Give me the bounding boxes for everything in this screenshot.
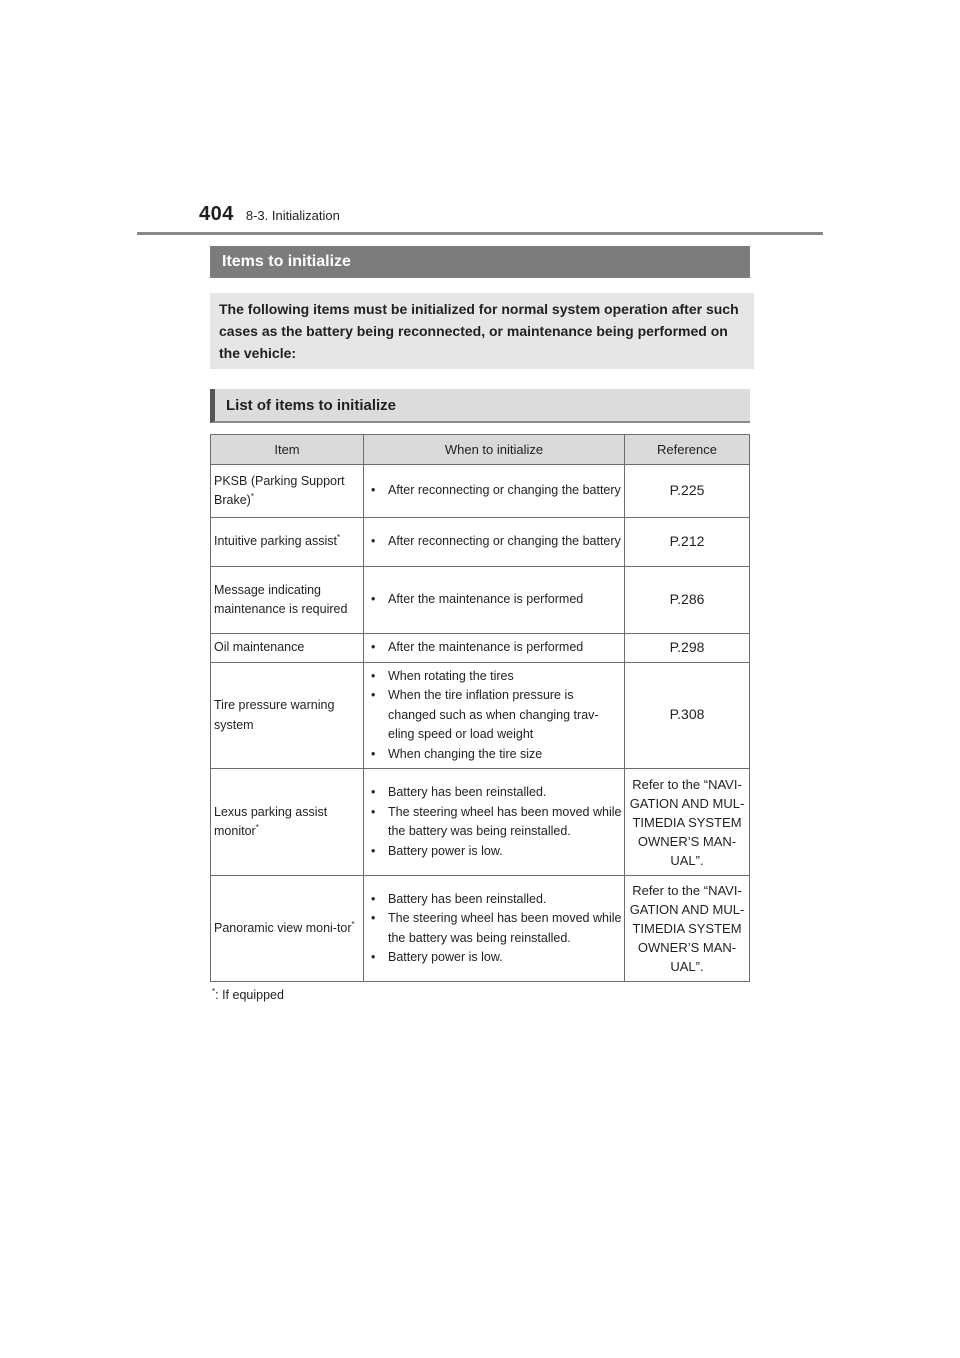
page-reference: P.212 bbox=[669, 532, 705, 549]
reference-cell bbox=[625, 876, 750, 982]
when-item: • When rotating the tires bbox=[370, 667, 622, 687]
initialize-table bbox=[210, 434, 750, 982]
when-cell bbox=[364, 663, 625, 769]
item-cell bbox=[211, 465, 364, 518]
item-cell bbox=[211, 663, 364, 769]
page-reference: P.286 bbox=[669, 590, 705, 607]
when-item: • When the tire inflation pressure is changed such as when changing trav-eling speed or load weight bbox=[370, 686, 622, 745]
when-item: • The steering wheel has been moved while the battery was being reinstalled. bbox=[370, 909, 622, 948]
footnote-text: : If equipped bbox=[215, 988, 284, 1003]
asterisk-mark: * bbox=[255, 822, 259, 832]
reference-cell bbox=[625, 518, 750, 567]
when-item: • Battery power is low. bbox=[370, 842, 622, 862]
when-item: • After the maintenance is performed bbox=[370, 590, 622, 610]
item-name: Lexus parking assist monitor bbox=[214, 804, 328, 838]
page-reference: P.308 bbox=[669, 706, 705, 723]
item-name: PKSB (Parking Support Brake) bbox=[214, 473, 345, 507]
footnote bbox=[212, 987, 284, 1002]
item-cell bbox=[211, 876, 364, 982]
when-cell bbox=[364, 634, 625, 663]
page-number: 404 bbox=[199, 203, 234, 225]
when-item: • Battery has been reinstalled. bbox=[370, 783, 622, 803]
when-item: • After the maintenance is performed bbox=[370, 638, 622, 658]
manual-reference: Refer to the “NAVI-GATION AND MUL-TIMEDIA SYSTEM OWNER’S MAN-UAL”. bbox=[629, 776, 745, 868]
reference-cell bbox=[625, 663, 750, 769]
item-name: Tire pressure warning system bbox=[214, 698, 335, 732]
footnote-mark: * bbox=[212, 987, 216, 996]
when-item: • The steering wheel has been moved while the battery was being reinstalled. bbox=[370, 803, 622, 842]
item-cell bbox=[211, 518, 364, 567]
asterisk-mark: * bbox=[250, 491, 254, 501]
column-header-item: Item bbox=[211, 435, 364, 465]
when-cell bbox=[364, 465, 625, 518]
item-name: Oil maintenance bbox=[214, 640, 305, 655]
reference-cell bbox=[625, 634, 750, 663]
subsection-heading: List of items to initialize bbox=[210, 389, 750, 423]
page-reference: P.298 bbox=[669, 638, 705, 655]
item-name: Message indicating maintenance is required bbox=[214, 582, 348, 616]
reference-cell bbox=[625, 465, 750, 518]
when-item: • When changing the tire size bbox=[370, 745, 622, 765]
manual-reference: Refer to the “NAVI-GATION AND MUL-TIMEDIA SYSTEM OWNER’S MAN-UAL”. bbox=[629, 883, 745, 974]
item-cell bbox=[211, 769, 364, 876]
asterisk-mark: * bbox=[351, 919, 355, 929]
when-cell bbox=[364, 518, 625, 567]
table-row bbox=[211, 634, 750, 663]
item-name: Panoramic view moni-tor bbox=[214, 920, 352, 935]
page-reference: P.225 bbox=[669, 481, 705, 498]
section-title: 8-3. Initialization bbox=[245, 208, 340, 223]
header-divider bbox=[137, 232, 823, 235]
when-item: • After reconnecting or changing the battery bbox=[370, 481, 622, 501]
item-name: Intuitive parking assist bbox=[214, 534, 337, 549]
table-row bbox=[211, 876, 750, 982]
intro-text: The following items must be initialized for normal system operation after such cases as the battery being reconnected, or maintenance being performed on the vehicle: bbox=[210, 293, 754, 369]
when-item: • Battery power is low. bbox=[370, 948, 622, 968]
when-cell bbox=[364, 567, 625, 634]
when-cell bbox=[364, 769, 625, 876]
section-heading: Items to initialize bbox=[210, 246, 750, 278]
table-row bbox=[211, 769, 750, 876]
table-row bbox=[211, 567, 750, 634]
table-row bbox=[211, 663, 750, 769]
when-cell bbox=[364, 876, 625, 982]
table-row bbox=[211, 518, 750, 567]
table-row bbox=[211, 465, 750, 518]
item-cell bbox=[211, 567, 364, 634]
item-cell bbox=[211, 634, 364, 663]
reference-cell bbox=[625, 769, 750, 876]
reference-cell bbox=[625, 567, 750, 634]
asterisk-mark: * bbox=[336, 533, 341, 543]
when-item: • After reconnecting or changing the battery bbox=[370, 532, 622, 552]
table-header-row bbox=[211, 435, 750, 465]
column-header-when: When to initialize bbox=[364, 435, 625, 465]
when-item: • Battery has been reinstalled. bbox=[370, 890, 622, 910]
column-header-reference: Reference bbox=[625, 435, 750, 465]
page-header bbox=[199, 203, 340, 226]
